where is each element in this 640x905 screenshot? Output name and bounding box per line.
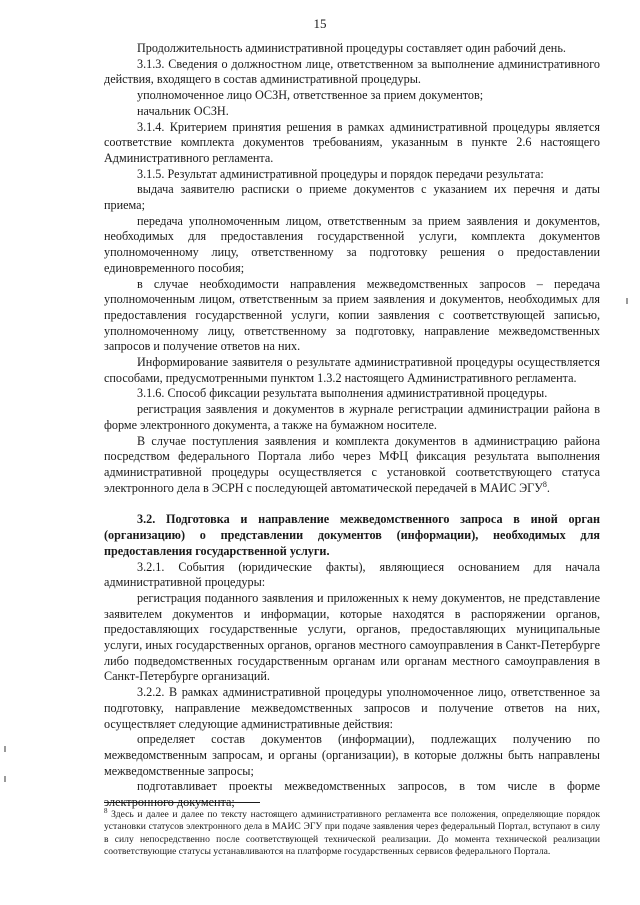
paragraph-3-1-4: 3.1.4. Критерием принятия решения в рамках административной процедуры является соответствие комплекта документов требованиям, указанным в пункте 2.6 настоящего Административного регламента. (104, 119, 600, 165)
section-spacer (104, 496, 600, 512)
scan-mark (626, 298, 628, 304)
footnote (104, 806, 600, 858)
paragraph-list-item: передача уполномоченным лицом, ответственным за прием заявления и документов, необходимых для предоставления государственной услуги, комплекта документов уполномоченному лицу, ответственному за подготовку решения о предоставлении единовременного пособия; (104, 213, 600, 275)
paragraph-list-item: начальник ОСЗН. (137, 103, 229, 118)
paragraph-3-1-5: 3.1.5. Результат административной процедуры и порядок передачи результата: (137, 166, 544, 181)
paragraph-list-item: определяет состав документов (информации), подлежащих получению по межведомственным запросам, и органы (организации), в которые должны быть направлены межведомственные запросы; (104, 732, 600, 778)
footnote-marker: 8 (104, 806, 108, 815)
page-number: 15 (313, 16, 327, 31)
footnote-ref: 8 (542, 479, 547, 489)
paragraph-informing: Информирование заявителя о результате административной процедуры осуществляется способами, предусмотренными пунктом 1.3.2 настоящего Административного регламента. (104, 355, 600, 385)
footnote-text: Здесь и далее и далее по тексту настоящего административного регламента все положения, определяющие порядок установки статусов электронного дела в МАИС ЭГУ при подаче заявления через федеральный Портал, вступают в силу в силу непосредственно после соответствующей технической реализации. До момента технической реализации соответствующие статусы устанавливаются на платформе государственных сервисов федерального Портала. (104, 809, 600, 857)
paragraph-tail: . (546, 480, 550, 495)
document-body (104, 41, 600, 811)
scan-mark (4, 776, 6, 782)
paragraph-duration: Продолжительность административной процедуры составляет один рабочий день. (137, 41, 566, 55)
paragraph-portal-case (104, 434, 600, 497)
paragraph-list-item: выдача заявителю расписки о приеме документов с указанием их перечня и даты приема; (104, 182, 600, 213)
paragraph-list-item: регистрация поданного заявления и приложенных к нему документов, не представление заявителем документов и информации, которые находятся в распоряжении органов, предоставляющих государственные услуги, органов, предоставляющих муниципальные услуги, иных государственных органов, органов местного самоуправления в Санкт-Петербурге либо подведомственных государственным органам или органам местного самоуправления в Санкт-Петербурге организаций. (104, 590, 600, 684)
section-heading-3-2: 3.2. Подготовка и направление межведомственного запроса в иной орган (организацию) о представлении документов (информации), необходимых для предоставления государственной услуги. (104, 512, 600, 558)
paragraph-3-1-6: 3.1.6. Способ фиксации результата выполнения административной процедуры. (137, 386, 548, 401)
paragraph-text: В случае поступления заявления и комплекта документов в администрацию района посредством федерального Портала либо через МФЦ фиксация результата выполнения административной процедуры осуществляется с установкой соответствующего статуса электронного дела в ЭСРН с последующей автоматической передачей в МАИС ЭГУ (104, 433, 600, 495)
scan-mark (4, 746, 6, 752)
paragraph-list-item: уполномоченное лицо ОСЗН, ответственное за прием документов; (137, 88, 484, 103)
paragraph-list-item: подготавливает проекты межведомственных запросов, в том числе в форме электронного документа; (104, 779, 600, 810)
paragraph-3-2-2: 3.2.2. В рамках административной процедуры уполномоченное лицо, ответственное за подготовку, направление межведомственных запросов и получение ответов на них, осуществляет следующие административные действия: (104, 685, 600, 731)
paragraph-3-1-3: 3.1.3. Сведения о должностном лице, ответственном за выполнение административного действия, входящего в состав административной процедуры. (104, 56, 600, 87)
footnote-separator (104, 802, 260, 803)
paragraph-list-item: в случае необходимости направления межведомственных запросов – передача уполномоченным лицом, ответственным за прием заявления и документов, необходимых для предоставления государственной услуги, копии заявления с соответствующей записью, уполномоченному лицу, ответственному за подготовку, направление межведомственных запросов и получение ответов на них. (104, 276, 600, 354)
paragraph-3-2-1: 3.2.1. События (юридические факты), являющиеся основанием для начала административной процедуры: (104, 559, 600, 590)
paragraph-list-item: регистрация заявления и документов в журнале регистрации администрации района в форме электронного документа, а также на бумажном носителе. (104, 402, 600, 432)
